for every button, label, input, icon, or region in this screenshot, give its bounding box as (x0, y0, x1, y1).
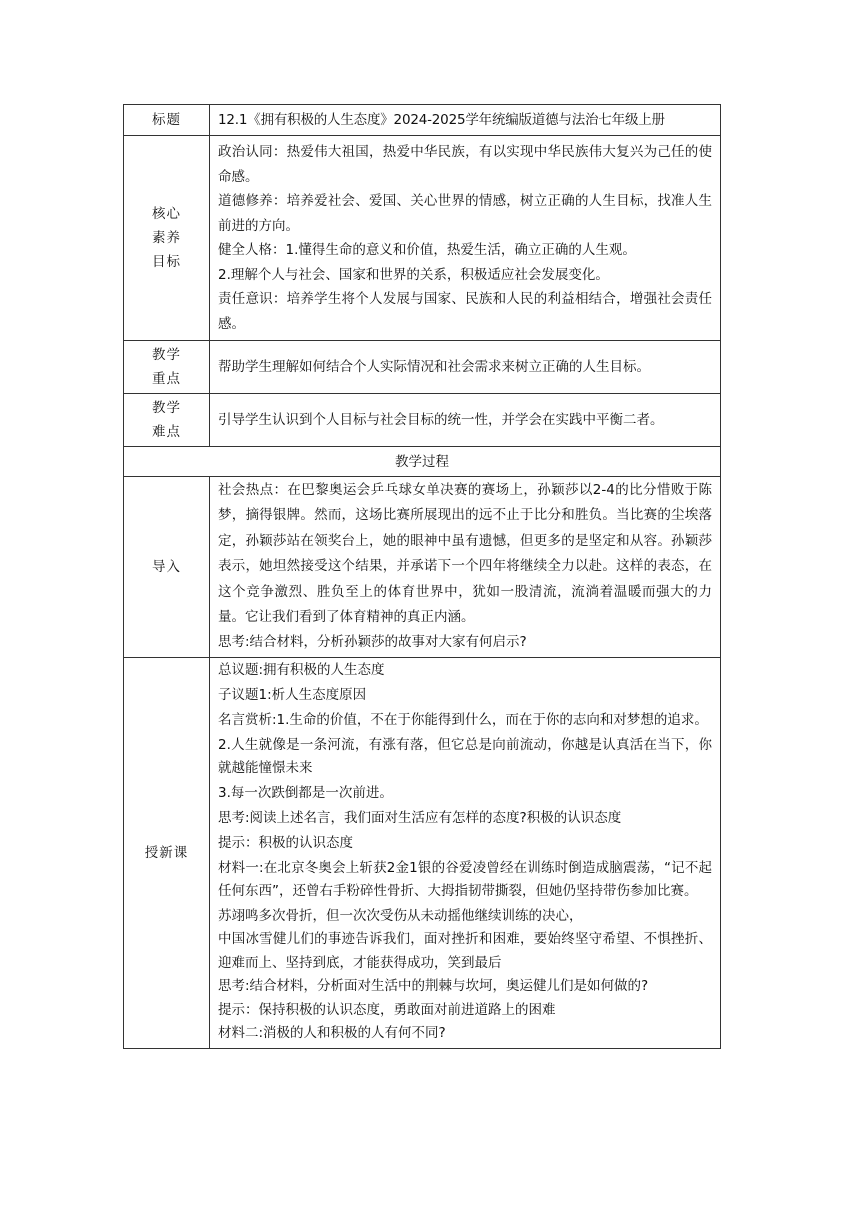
core-goal-paragraph: 道德修养：培养爱社会、爱国、关心世界的情感，树立正确的人生目标，找准人生前进的方向。 (218, 193, 712, 234)
process-header-row (124, 447, 721, 477)
core-label-line: 素养 (152, 230, 181, 246)
key-point-row (124, 341, 721, 394)
lesson-plan-table (123, 104, 721, 1049)
new-lesson-paragraph: 中国冰雪健儿们的事迹告诉我们，面对挫折和困难，要始终坚守希望、不惧挫折、迎难而上、坚持到底，才能获得成功，笑到最后 (218, 931, 712, 971)
difficulty-content-cell (210, 394, 721, 447)
title-label-cell (124, 105, 210, 136)
title-row (124, 105, 721, 136)
new-lesson-paragraph: 材料二:消极的人和积极的人有何不同? (218, 1024, 446, 1041)
new-lesson-content-cell (210, 657, 721, 1049)
lesson-title: 12.1《拥有积极的人生态度》2024-2025学年统编版道德与法治七年级上册 (218, 112, 665, 128)
new-lesson-row (124, 657, 721, 1049)
new-lesson-label-cell (124, 657, 210, 1049)
process-heading: 教学过程 (395, 453, 449, 470)
intro-label: 导入 (152, 558, 181, 575)
core-label-line: 目标 (152, 254, 181, 270)
new-lesson-paragraph: 总议题:拥有积极的人生态度 (218, 661, 385, 678)
new-lesson-paragraph: 思考:阅读上述名言，我们面对生活应有怎样的态度?积极的认识态度 (218, 809, 622, 826)
new-lesson-paragraph: 苏翊鸣多次骨折，但一次次受伤从未动摇他继续训练的决心， (218, 907, 583, 924)
key-label-line: 重点 (152, 371, 181, 387)
new-lesson-label: 授新课 (144, 845, 189, 862)
new-lesson-paragraph: 材料一:在北京冬奥会上斩获2金1银的谷爱凌曾经在训练时倒造成脑震荡，“记不起任何东西”，还曾右手粉碎性骨折、大拇指韧带撕裂，但她仍坚持带伤参加比赛。 (218, 859, 712, 899)
core-literacy-label-cell (124, 136, 210, 341)
intro-content-cell (210, 477, 721, 658)
core-literacy-content-cell (210, 136, 721, 341)
core-literacy-row (124, 136, 721, 341)
difficulty-label-cell (124, 394, 210, 447)
core-goal-paragraph: 责任意识：培养学生将个人发展与国家、民族和人民的利益相结合，增强社会责任感。 (218, 291, 712, 332)
title-content-cell (210, 105, 721, 136)
new-lesson-paragraph: 提示：保持积极的认识态度，勇敢面对前进道路上的困难 (218, 1001, 556, 1018)
key-label-line: 教学 (152, 347, 181, 363)
key-point-content-cell (210, 341, 721, 394)
difficulty-text: 引导学生认识到个人目标与社会目标的统一性，并学会在实践中平衡二者。 (218, 412, 664, 428)
new-lesson-paragraph: 子议题1:析人生态度原因 (218, 686, 367, 703)
difficulty-label-line: 难点 (152, 424, 181, 440)
core-goal-paragraph: 2.理解个人与社会、国家和世界的关系，积极适应社会发展变化。 (218, 266, 609, 283)
difficulty-row (124, 394, 721, 447)
core-label-line: 核心 (152, 206, 181, 222)
key-point-label-cell (124, 341, 210, 394)
new-lesson-paragraph: 提示：积极的认识态度 (218, 834, 353, 851)
intro-label-cell (124, 477, 210, 658)
core-goal-paragraph: 政治认同：热爱伟大祖国，热爱中华民族，有以实现中华民族伟大复兴为己任的使命感。 (218, 144, 712, 185)
core-goal-paragraph: 健全人格：1.懂得生命的意义和价值，热爱生活，确立正确的人生观。 (218, 242, 636, 258)
title-label: 标题 (152, 112, 181, 128)
intro-row (124, 477, 721, 658)
intro-paragraph: 社会热点：在巴黎奥运会乒乓球女单决赛的赛场上，孙颖莎以2-4的比分惜败于陈梦，摘得银牌。然而，这场比赛所展现出的远不止于比分和胜负。当比赛的尘埃落定，孙颖莎站在领奖台上，她的眼神中虽有遗憾，但更多的是坚定和从容。孙颖莎表示，她坦然接受这个结果，并承诺下一个四年将继续全力以赴。这样的表态，在这个竞争激烈、胜负至上的体育世界中，犹如一股清流，流淌着温暖而强大的力量。它让我们看到了体育精神的真正内涵。 (218, 482, 712, 626)
process-header-cell (124, 447, 721, 477)
new-lesson-paragraph: 3.每一次跌倒都是一次前进。 (218, 784, 393, 801)
new-lesson-paragraph: 2.人生就像是一条河流，有涨有落，但它总是向前流动，你越是认真活在当下，你就越能憧憬未来 (218, 736, 712, 776)
new-lesson-paragraph: 思考:结合材料，分析面对生活中的荆棘与坎坷，奥运健儿们是如何做的? (218, 978, 649, 995)
difficulty-label-line: 教学 (152, 400, 181, 416)
intro-paragraph: 思考:结合材料，分析孙颖莎的故事对大家有何启示? (218, 634, 527, 651)
key-point-text: 帮助学生理解如何结合个人实际情况和社会需求来树立正确的人生目标。 (218, 359, 650, 375)
new-lesson-paragraph: 名言赏析:1.生命的价值，不在于你能得到什么，而在于你的志向和对梦想的追求。 (218, 711, 708, 728)
